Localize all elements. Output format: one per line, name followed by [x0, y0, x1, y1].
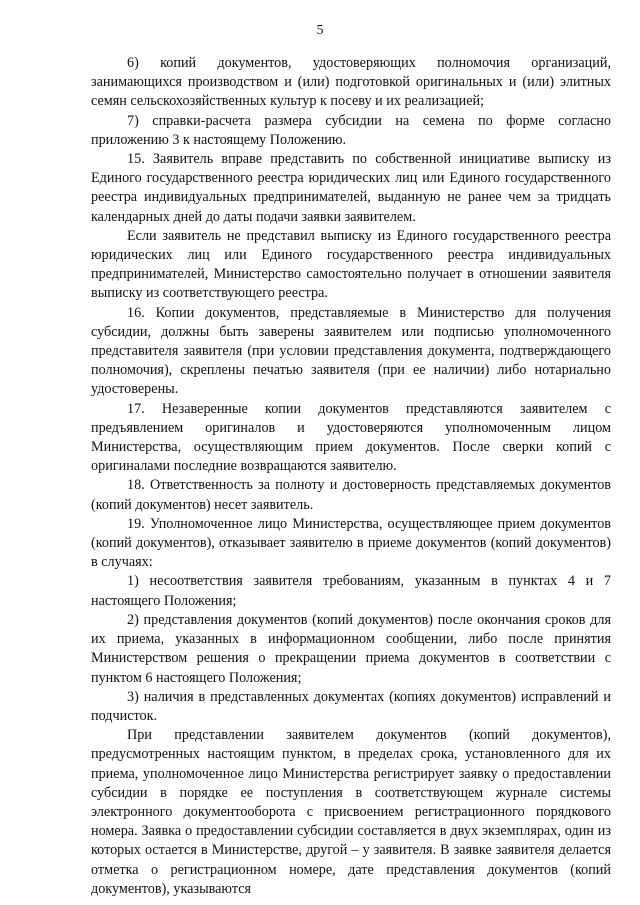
paragraph-15: 15. Заявитель вправе представить по собственной инициативе выписку из Единого государственного реестра юридических лиц или Единого государственного реестра индивидуальных предпринимателей, выданную не ранее чем за тридцать календарных дней до даты подачи заявки заявителем. — [91, 151, 611, 225]
page-number: 5 — [316, 22, 324, 37]
paragraph-19: 19. Уполномоченное лицо Министерства, осуществляющее прием документов (копий документов), отказывает заявителю в приеме документов (копий документов) в случаях: — [91, 515, 611, 571]
paragraph-19-item-3: 3) наличия в представленных документах (копиях документов) исправлений и подчисток. — [91, 688, 611, 724]
paragraph-16: 16. Копии документов, представляемые в Министерство для получения субсидии, должны быть заверены заявителем или подписью уполномоченного представителя заявителя (при условии представления документа, подтверждающего полномочия), скреплены печатью заявителя (при ее наличии) либо нотариально удостоверены. — [91, 304, 611, 398]
paragraph-19-registration: При представлении заявителем документов (копий документов), предусмотренных настоящим пунктом, в пределах срока, установленного для их приема, уполномоченное лицо Министерства регистрирует заявку о предоставлении субсидии в порядке ее поступления в соответствующем журнале системы электронного документооборота с присвоением регистрационного порядкового номера. Заявка о предоставлении субсидии составляется в двух экземплярах, один из которых остается в Министерстве, другой – у заявителя. В заявке заявителя делается отметка о регистрационном номере, дате представления документов (копий документов), указываются — [91, 727, 611, 897]
paragraph-17: 17. Незаверенные копии документов представляются заявителем с предъявлением оригиналов и удостоверяются уполномоченным лицом Министерства, осуществляющим прием документов. После сверки копий с оригиналами последние возвращаются заявителю. — [91, 400, 611, 475]
document-body — [91, 54, 611, 899]
paragraph-15-continued: Если заявитель не представил выписку из Единого государственного реестра юридических лиц или Единого государственного реестра индивидуальных предпринимателей, Министерство самостоятельно получает в отношении заявителя выписку из соответствующего реестра. — [91, 227, 611, 302]
paragraph-18: 18. Ответственность за полноту и достоверность представляемых документов (копий документов) несет заявитель. — [91, 477, 611, 513]
paragraph-19-item-2: 2) представления документов (копий документов) после окончания сроков для их приема, указанных в информационном сообщении, либо после принятия Министерством решения о прекращении приема документов в соответствии с пунктом 6 настоящего Положения; — [91, 611, 611, 686]
paragraph-item-7: 7) справки-расчета размера субсидии на семена по форме согласно приложению 3 к настоящему Положению. — [91, 112, 611, 148]
paragraph-item-6: 6) копий документов, удостоверяющих полномочия организаций, занимающихся производством и (или) подготовкой оригинальных и (или) элитных семян сельскохозяйственных культур к посеву и их реализацией; — [91, 55, 611, 110]
paragraph-19-item-1: 1) несоответствия заявителя требованиям, указанным в пунктах 4 и 7 настоящего Положения; — [91, 573, 611, 609]
